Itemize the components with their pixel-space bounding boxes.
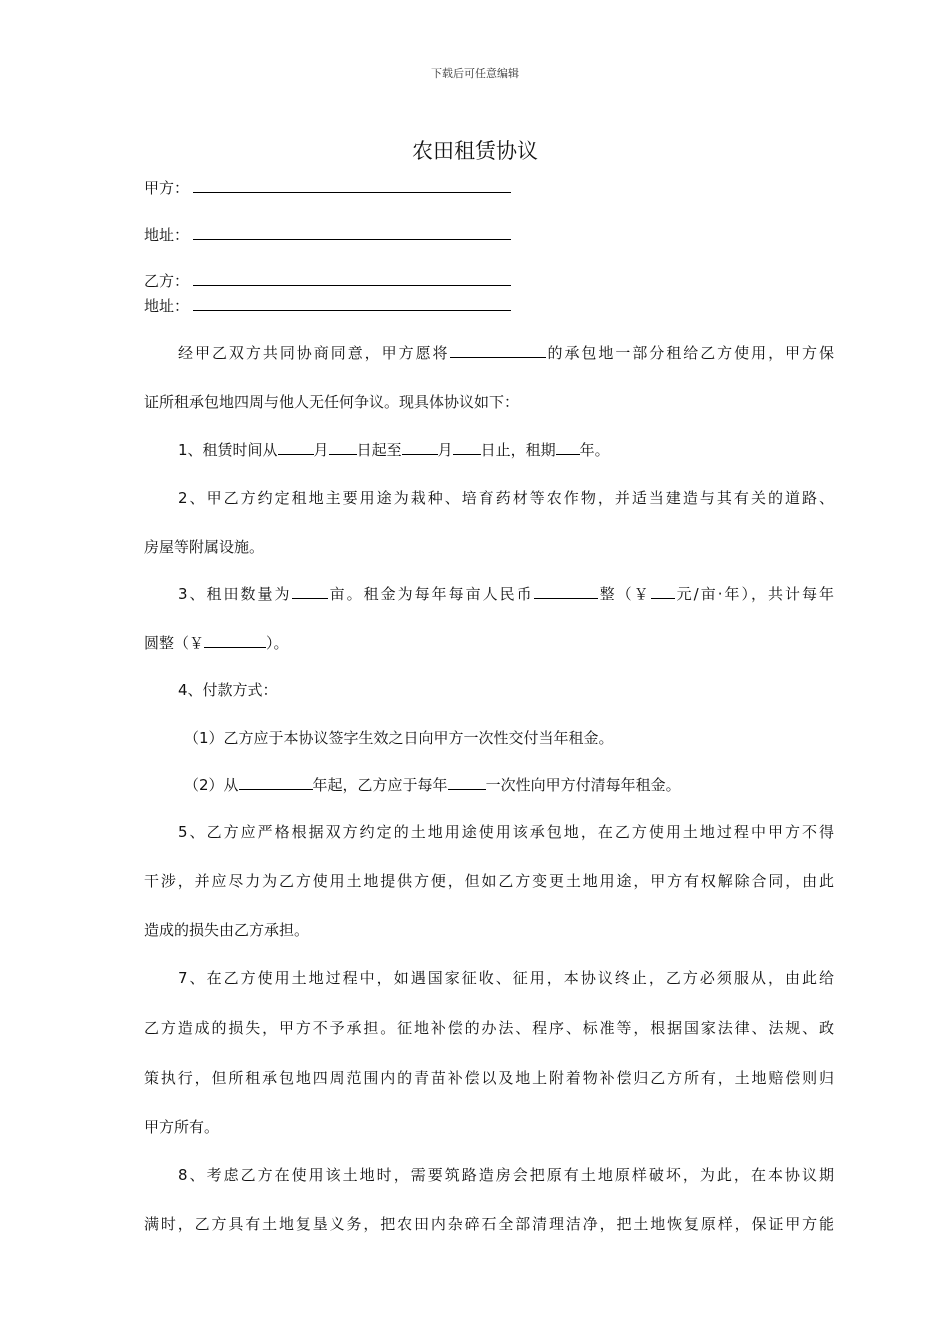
clause-4: 4、付款方式：	[178, 681, 278, 699]
clause-1-text-c: 日起至	[356, 441, 402, 459]
blank-location	[450, 341, 546, 358]
clause-5-line-3: 造成的损失由乙方承担。	[144, 921, 310, 939]
clause-7-line-2: 乙方造成的损失，甲方不予承担。征地补偿的办法、程序、标准等，根据国家法律、法规、政	[144, 1019, 834, 1037]
clause-8-line-2: 满时，乙方具有土地复垦义务，把农田内杂碎石全部清理洁净，把土地恢复原样，保证甲方能	[144, 1215, 834, 1233]
clause-5-line-2: 干涉，并应尽力为乙方使用土地提供方便，但如乙方变更土地用途，甲方有权解除合同，由此	[144, 872, 834, 890]
clause-1	[144, 437, 834, 463]
clause-8-line-1: 8、考虑乙方在使用该土地时，需要筑路造房会把原有土地原样破坏，为此，在本协议期	[178, 1166, 834, 1184]
clause-3-text-e: 圆整（￥	[144, 634, 205, 652]
blank-rent-words	[534, 582, 598, 599]
intro-line-2: 证所租承包地四周与他人无任何争议。现具体协议如下：	[144, 393, 520, 411]
clause-1-text-f: 年。	[579, 441, 610, 459]
party-a-blank	[193, 176, 511, 193]
clause-3-text-c: 整（￥	[597, 585, 651, 603]
clause-3-text-d: 元/亩·年），共计每年	[674, 585, 834, 603]
blank-total-rent	[204, 631, 266, 648]
clause-7-line-3: 策执行，但所租承包地四周范围内的青苗补偿以及地上附着物补偿归乙方所有，土地赔偿则归	[144, 1069, 834, 1087]
party-b-label: 乙方：	[144, 272, 190, 290]
blank-start-month	[278, 438, 314, 455]
address-b-field	[144, 294, 511, 316]
blank-acreage	[292, 582, 328, 599]
blank-payment-time	[448, 773, 486, 790]
clause-2-line-2: 房屋等附属设施。	[144, 538, 265, 556]
address-b-label: 地址：	[144, 297, 190, 315]
clause-3-text-a: 3、租田数量为	[178, 585, 292, 603]
blank-end-day	[453, 438, 481, 455]
address-a-blank	[193, 223, 511, 240]
clause-4-item-2	[144, 772, 834, 798]
clause-4-2-text-a: （2）从	[184, 776, 239, 794]
clause-5-line-1: 5、乙方应严格根据双方约定的土地用途使用该承包地，在乙方使用土地过程中甲方不得	[178, 823, 834, 841]
clause-1-text-a: 1、租赁时间从	[178, 441, 278, 459]
blank-rent-per-mu	[651, 582, 675, 599]
clause-3-line-2	[144, 630, 834, 656]
address-a-field	[144, 223, 511, 245]
page-header-note: 下载后可任意编辑	[431, 67, 519, 80]
party-b-field	[144, 269, 511, 291]
clause-3-line-1	[144, 581, 834, 607]
clause-2-line-1: 2、甲乙方约定租地主要用途为栽种、培育药材等农作物，并适当建造与其有关的道路、	[178, 489, 834, 507]
document-title: 农田租赁协议	[412, 139, 538, 163]
clause-3-text-f: ）。	[266, 634, 289, 652]
clause-7-line-4: 甲方所有。	[144, 1118, 220, 1136]
clause-3-text-b: 亩。租金为每年每亩人民币	[327, 585, 534, 603]
blank-lease-years	[556, 438, 580, 455]
clause-1-text-e: 日止，租期	[480, 441, 556, 459]
intro-line-1	[144, 340, 834, 366]
address-b-blank	[193, 294, 511, 311]
clause-4-2-text-c: 一次性向甲方付清每年租金。	[485, 776, 681, 794]
party-a-field	[144, 176, 511, 198]
clause-4-2-text-b: 年起，乙方应于每年	[312, 776, 448, 794]
blank-start-year	[239, 773, 313, 790]
clause-7-line-1: 7、在乙方使用土地过程中，如遇国家征收、征用，本协议终止，乙方必须服从，由此给	[178, 969, 834, 987]
party-b-blank	[193, 269, 511, 286]
intro-text-b: 的承包地一部分租给乙方使用，甲方保	[545, 344, 834, 362]
party-a-label: 甲方：	[144, 179, 190, 197]
clause-1-text-b: 月	[313, 441, 329, 459]
blank-end-month	[402, 438, 438, 455]
clause-4-item-1: （1）乙方应于本协议签字生效之日向甲方一次性交付当年租金。	[184, 729, 614, 747]
clause-1-text-d: 月	[437, 441, 453, 459]
blank-start-day	[329, 438, 357, 455]
intro-text-a: 经甲乙双方共同协商同意，甲方愿将	[178, 344, 450, 362]
address-a-label: 地址：	[144, 226, 190, 244]
